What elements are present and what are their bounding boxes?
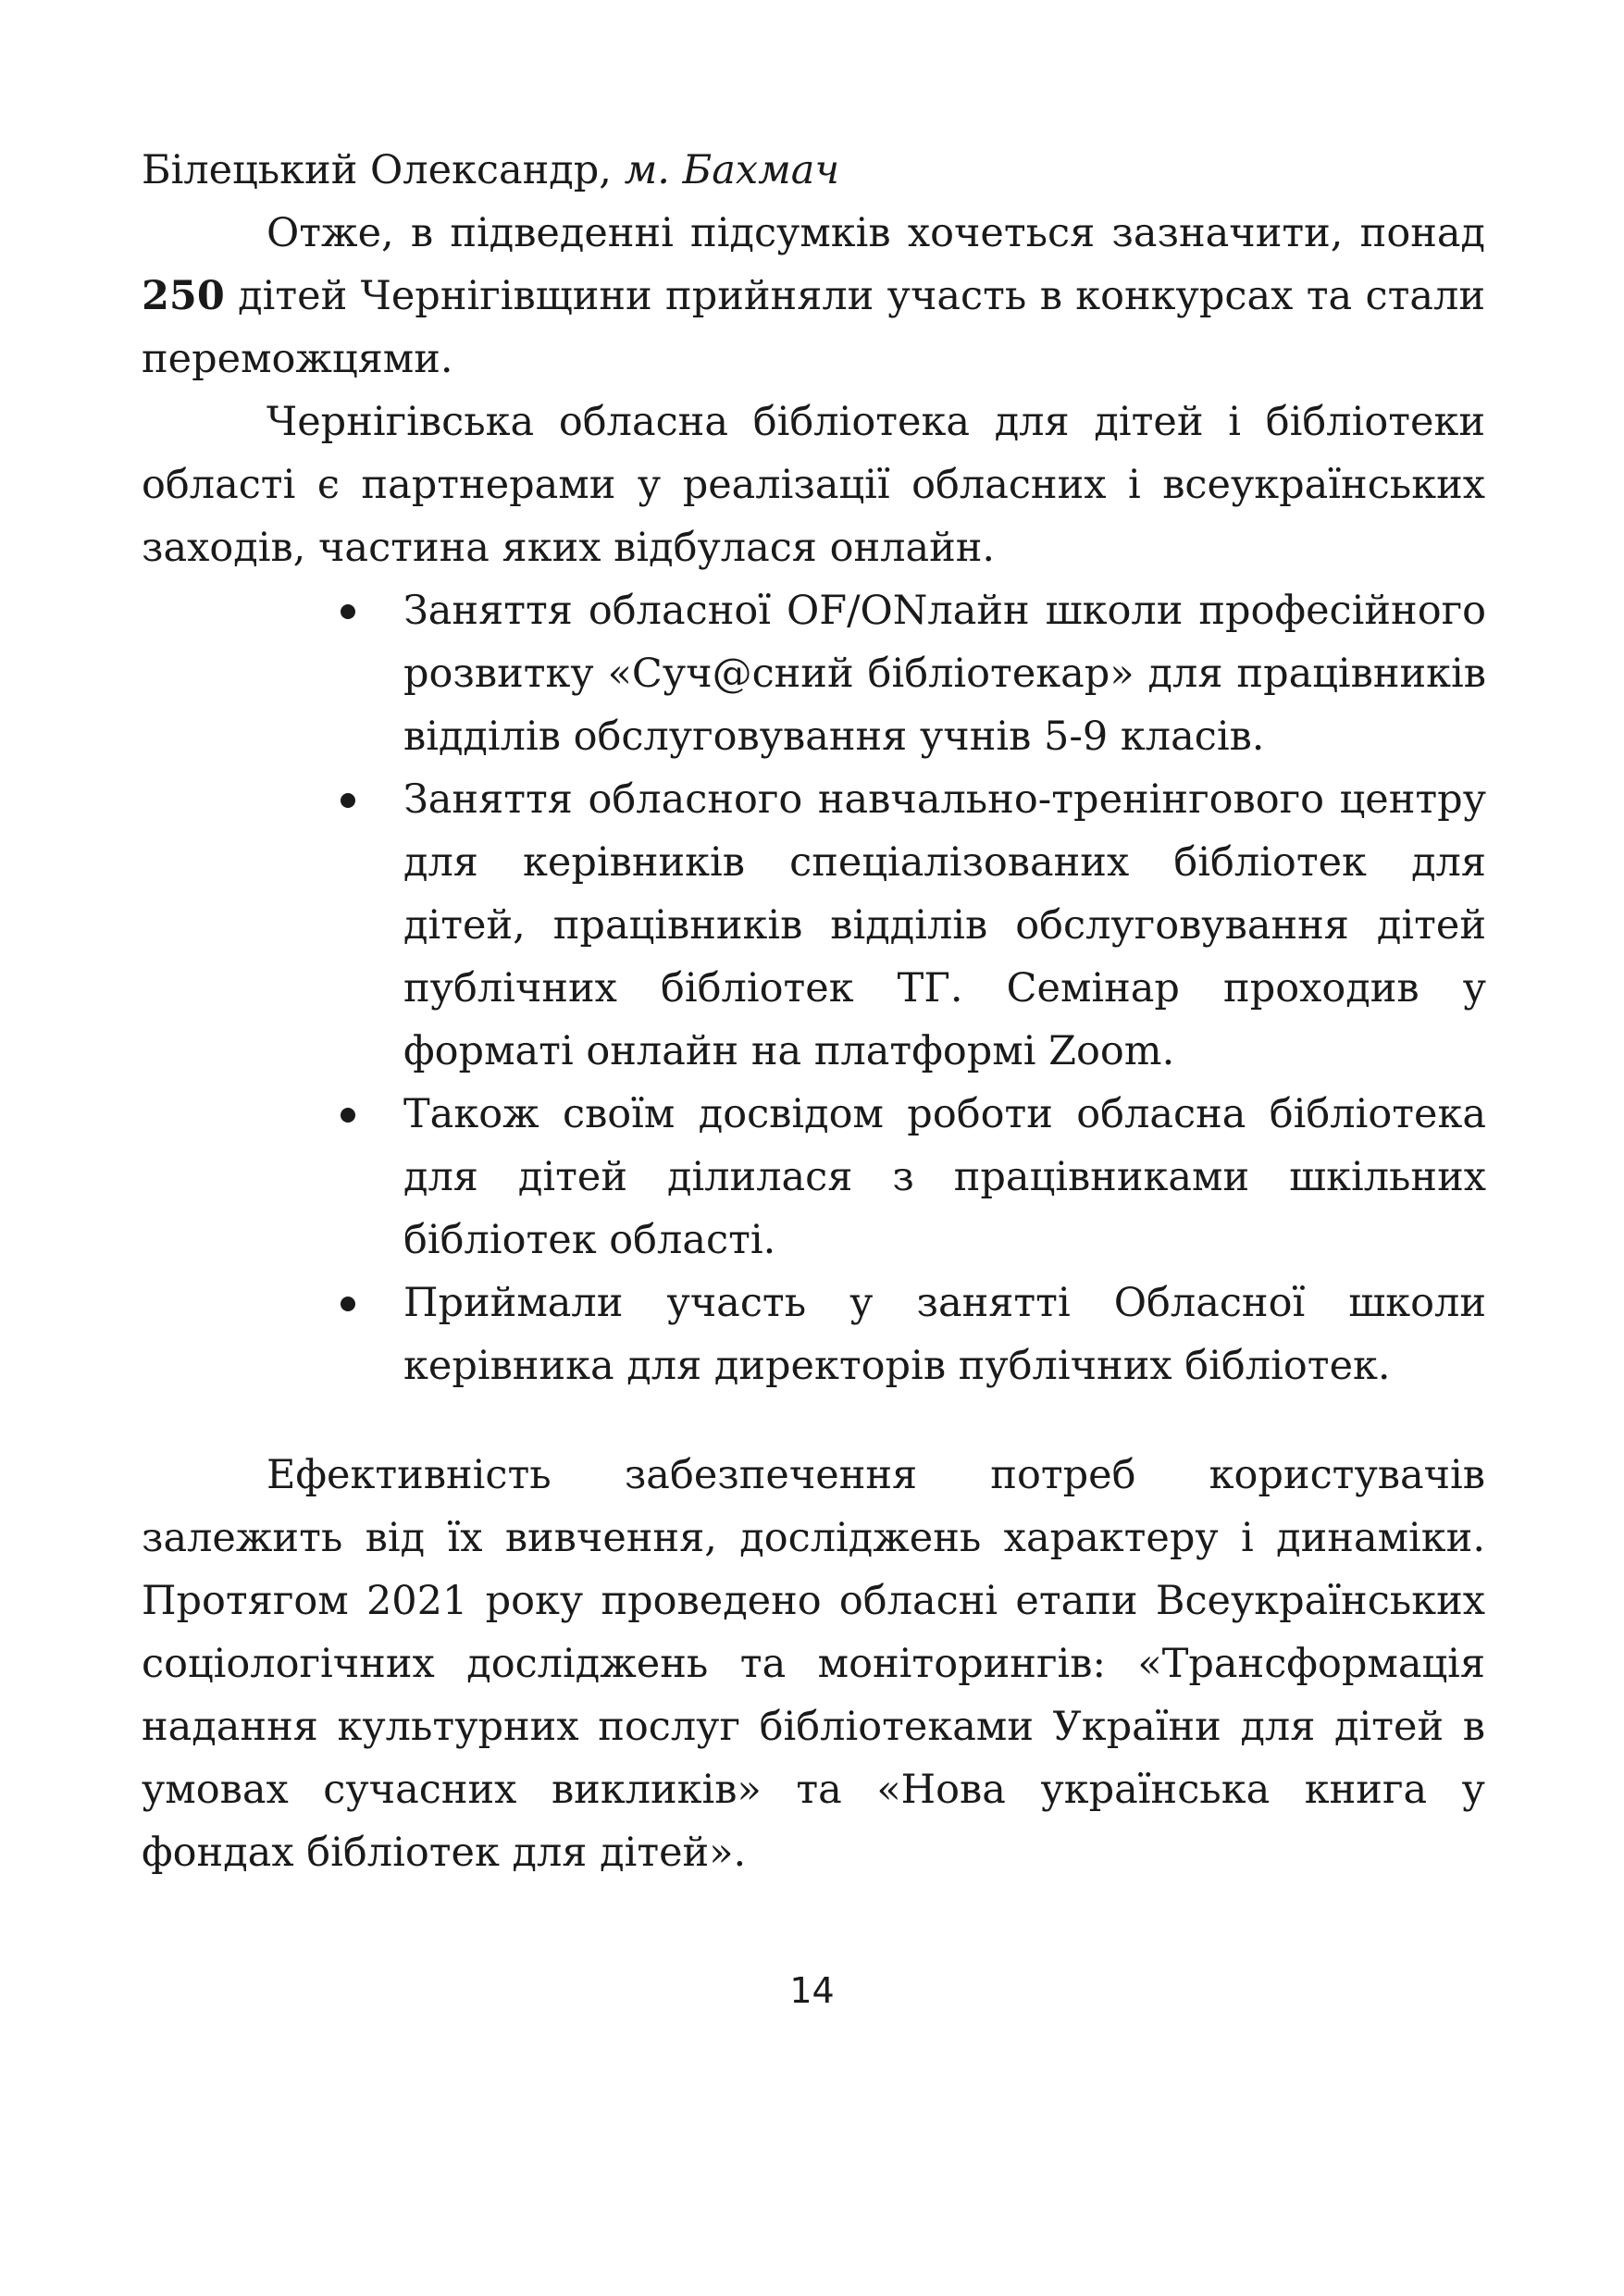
bullet-icon xyxy=(341,1108,355,1123)
author-line xyxy=(142,139,839,202)
paragraph-research-text: Ефективність забезпечення потреб користувачів залежить від їх вивчення, досліджень характеру і динаміки. Протягом 2021 року проведено обласні етапи Всеукраїнських соціологічних досліджень та моніторингів: «Трансформація надання культурних послуг бібліотеками України для дітей в умовах сучасних викликів» та «Нова українська книга у фондах бібліотек для дітей». xyxy=(142,1452,1485,1876)
list-item-text: Також своїм досвідом роботи обласна бібліотека для дітей ділилася з працівниками шкільних бібліотек області. xyxy=(403,1091,1486,1263)
author-place: м. Бахмач xyxy=(624,147,840,193)
bullet-icon xyxy=(341,793,355,808)
paragraph-summary-end: дітей Чернігівщини прийняли участь в конкурсах та стали переможцями. xyxy=(142,273,1485,382)
list-item-text: Заняття обласної OF/ONлайн школи професійного розвитку «Суч@сний бібліотекар» для працівників відділів обслуговування учнів 5-9 класів. xyxy=(403,588,1486,760)
paragraph-partners xyxy=(142,391,1485,579)
participants-count: 250 xyxy=(142,273,225,319)
list-item-text: Приймали участь у занятті Обласної школи керівника для директорів публічних бібліотек. xyxy=(403,1280,1486,1389)
paragraph-research xyxy=(142,1444,1485,1884)
paragraph-summary-start: Отже, в підведенні підсумків хочеться зазначити, понад xyxy=(267,210,1485,256)
list-item xyxy=(403,768,1486,1083)
bullet-icon xyxy=(341,1297,355,1311)
page-number: 14 xyxy=(789,1970,835,2011)
bullet-icon xyxy=(341,604,355,619)
list-item xyxy=(403,1272,1486,1397)
list-item-text: Заняття обласного навчально-тренінгового центру для керівників спеціалізованих бібліотек для дітей, працівників відділів обслуговування дітей публічних бібліотек ТГ. Семінар проходив у форматі онлайн на платформі Zoom. xyxy=(403,776,1486,1074)
paragraph-partners-text: Чернігівська обласна бібліотека для дітей і бібліотеки області є партнерами у реалізації обласних і всеукраїнських заходів, частина яких відбулася онлайн. xyxy=(142,399,1485,571)
author-name: Білецький Олександр, xyxy=(142,147,612,193)
paragraph-summary xyxy=(142,202,1485,391)
events-list xyxy=(403,579,1486,1397)
list-item xyxy=(403,1083,1486,1272)
list-item xyxy=(403,579,1486,768)
